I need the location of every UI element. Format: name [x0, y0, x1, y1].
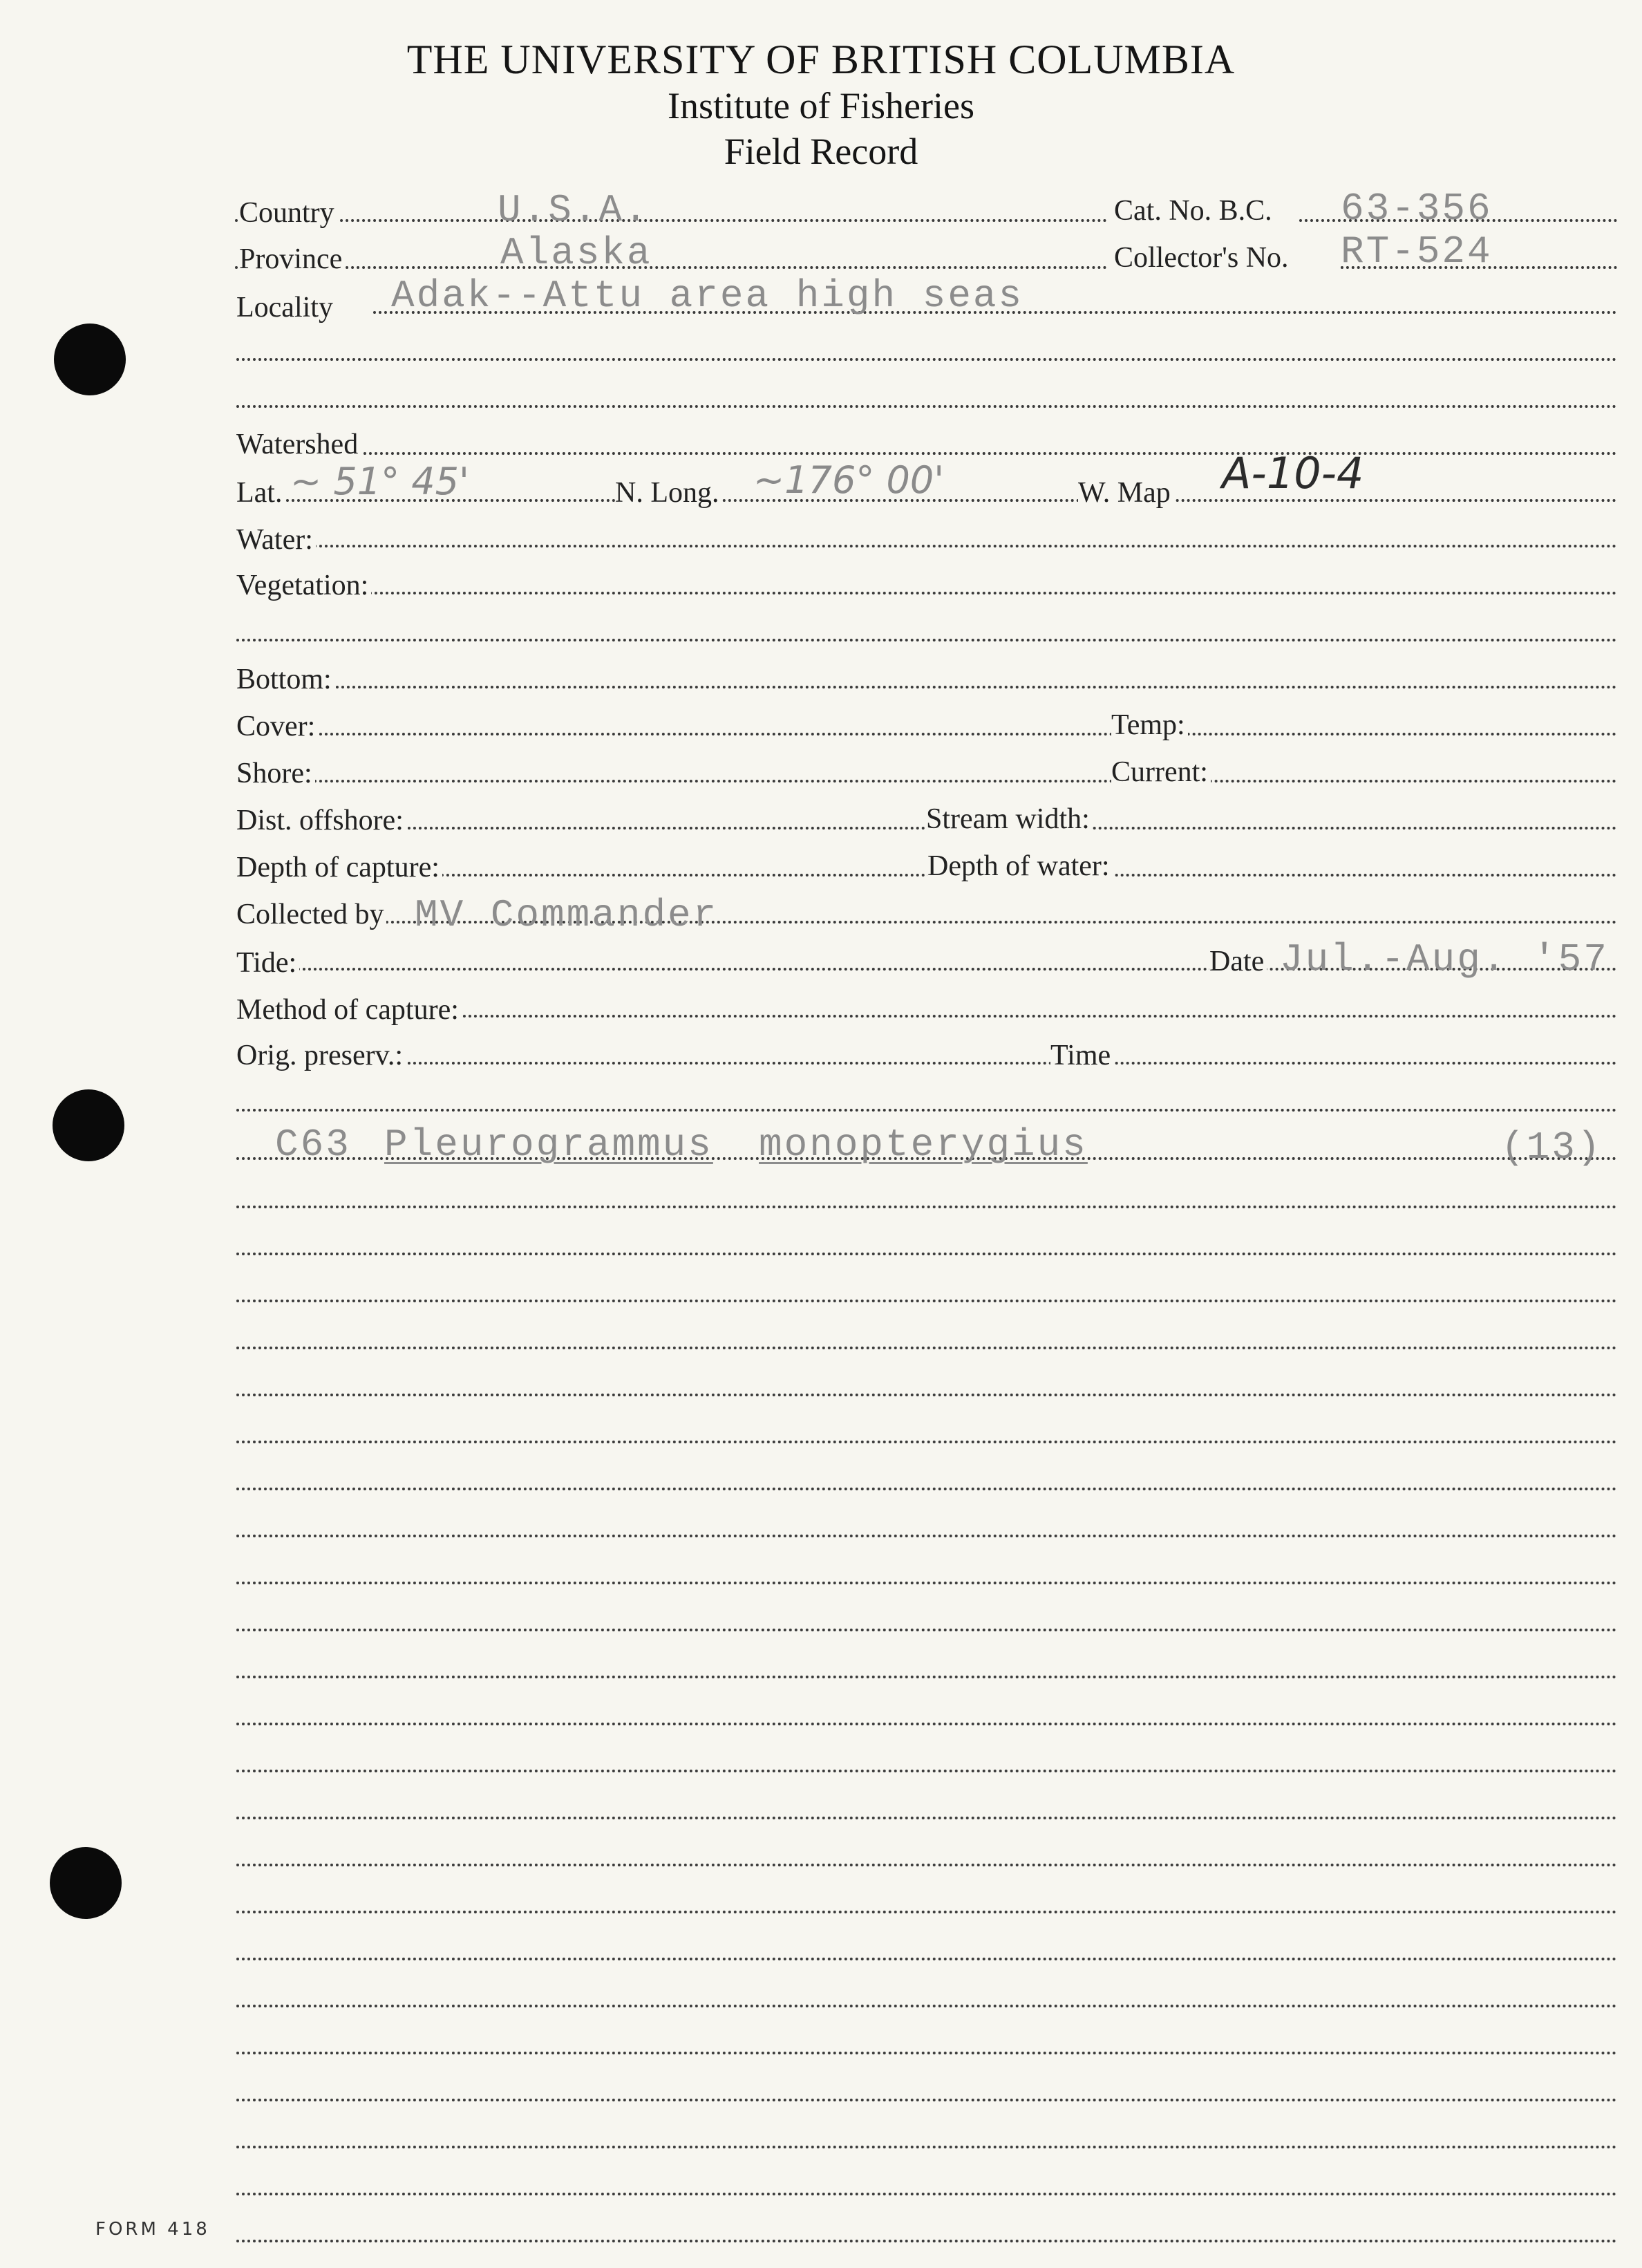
province-line — [235, 266, 1107, 269]
vegetation-line-2 — [236, 639, 1617, 641]
cover-temp-line — [236, 733, 1617, 735]
date-label: Date — [1209, 947, 1267, 976]
country-line — [235, 219, 1107, 222]
shore-label: Shore: — [236, 759, 315, 788]
locality-label: Locality — [236, 293, 336, 322]
province-label: Province — [239, 245, 345, 274]
locality-line-2 — [236, 358, 1617, 361]
institute-title: Institute of Fisheries — [668, 85, 974, 126]
blank-line-2 — [236, 1253, 1617, 1255]
dist-offshore-label: Dist. offshore: — [236, 806, 406, 835]
specimen-species: monopterygius — [759, 1123, 1088, 1167]
water-label: Water: — [236, 525, 316, 554]
country-value: U.S.A. — [498, 188, 650, 232]
blank-line-11 — [236, 1676, 1617, 1678]
stream-width-label: Stream width: — [926, 805, 1093, 834]
blank-line-23 — [236, 2240, 1617, 2242]
temp-label: Temp: — [1111, 711, 1188, 740]
blank-line-7 — [236, 1488, 1617, 1490]
lat-label: Lat. — [236, 478, 285, 507]
blank-line-14 — [236, 1817, 1617, 1819]
locality-value: Adak--Attu area high seas — [391, 274, 1024, 318]
map-value: A-10-4 — [1222, 448, 1364, 498]
bottom-label: Bottom: — [236, 665, 334, 694]
blank-line-19 — [236, 2052, 1617, 2054]
tide-label: Tide: — [236, 948, 299, 977]
cover-label: Cover: — [236, 712, 318, 741]
blank-line-21 — [236, 2146, 1617, 2148]
blank-line-3 — [236, 1300, 1617, 1302]
blank-line-9 — [236, 1582, 1617, 1584]
depth-water-label: Depth of water: — [927, 852, 1113, 881]
collectors-no-value: RT-524 — [1341, 229, 1493, 274]
shore-current-line — [236, 780, 1617, 782]
collected-by-label: Collected by — [236, 900, 386, 929]
watershed-label: Watershed — [236, 430, 361, 459]
form-number: FORM 418 — [95, 2219, 210, 2240]
blank-line-8 — [236, 1535, 1617, 1537]
province-value: Alaska — [500, 231, 652, 275]
specimen-count: (13) — [1501, 1125, 1603, 1170]
time-label: Time — [1050, 1041, 1113, 1070]
lat-value: ~ 51° 45' — [290, 460, 469, 503]
collected-by-value: MV Commander — [415, 893, 719, 937]
orig-preserv-label: Orig. preserv.: — [236, 1041, 406, 1070]
blank-line-18 — [236, 2005, 1617, 2007]
blank-line-17 — [236, 1958, 1617, 1960]
bottom-line — [236, 686, 1617, 688]
water-line — [236, 545, 1617, 547]
blank-line-6 — [236, 1441, 1617, 1443]
date-value: Jul.-Aug. '57 — [1280, 937, 1609, 982]
vegetation-label: Vegetation: — [236, 571, 371, 600]
punch-hole-top — [54, 324, 126, 395]
blank-line-5 — [236, 1394, 1617, 1396]
n-long-label: N. Long. — [615, 478, 722, 507]
blank-line-4 — [236, 1347, 1617, 1349]
specimen-code: C63 — [275, 1123, 351, 1167]
punch-hole-bottom — [50, 1847, 122, 1919]
blank-line-20 — [236, 2099, 1617, 2101]
locality-line-3 — [236, 405, 1617, 408]
cat-no-label: Cat. No. B.C. — [1114, 196, 1275, 225]
current-label: Current: — [1111, 758, 1211, 787]
method-label: Method of capture: — [236, 995, 462, 1024]
record-title: Field Record — [724, 131, 918, 172]
specimen-genus: Pleurogrammus — [384, 1123, 713, 1167]
university-title: THE UNIVERSITY OF BRITISH COLUMBIA — [406, 37, 1236, 82]
w-map-label: W. Map — [1078, 478, 1173, 507]
blank-line-13 — [236, 1770, 1617, 1772]
depth-line — [236, 874, 1617, 877]
blank-line-10 — [236, 1629, 1617, 1631]
blank-line-0 — [236, 1109, 1617, 1112]
blank-line-16 — [236, 1911, 1617, 1913]
watershed-line — [236, 452, 1617, 455]
blank-line-1 — [236, 1206, 1617, 1208]
collectors-no-label: Collector's No. — [1114, 243, 1292, 272]
depth-capture-label: Depth of capture: — [236, 853, 442, 882]
long-value: ~176° 00' — [753, 458, 945, 502]
country-label: Country — [239, 198, 337, 227]
cat-no-value: 63-356 — [1341, 187, 1493, 231]
blank-line-12 — [236, 1723, 1617, 1725]
blank-line-15 — [236, 1864, 1617, 1866]
blank-line-22 — [236, 2193, 1617, 2195]
punch-hole-middle — [53, 1089, 124, 1161]
orig-time-line — [236, 1062, 1617, 1065]
vegetation-line — [236, 592, 1617, 594]
